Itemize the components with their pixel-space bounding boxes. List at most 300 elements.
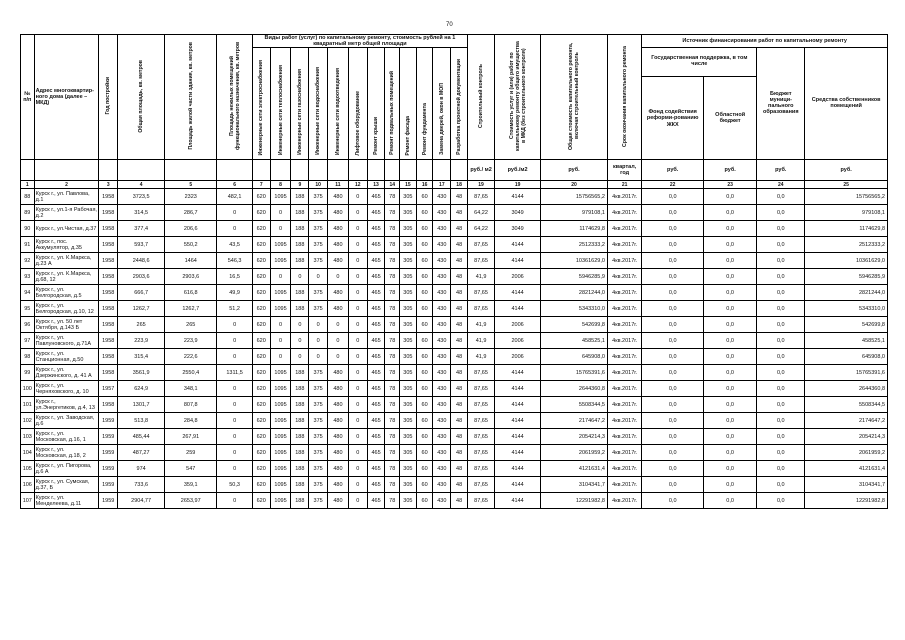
table-cell: 50,3 <box>217 477 253 493</box>
unit-cell <box>309 160 328 181</box>
table-cell: 430 <box>433 253 451 269</box>
table-cell: 546,3 <box>217 253 253 269</box>
table-row <box>21 381 888 397</box>
table-cell: 375 <box>309 461 328 477</box>
table-row <box>21 285 888 301</box>
table-cell: 624,9 <box>118 381 165 397</box>
table-cell: 1174629,8 <box>805 221 888 237</box>
table-cell: 4144 <box>495 413 541 429</box>
header-work-roof: Ремонт крыши <box>367 48 385 160</box>
table-cell: 78 <box>385 397 400 413</box>
table-cell: 430 <box>433 365 451 381</box>
table-row <box>21 253 888 269</box>
table-cell: 0,0 <box>757 285 805 301</box>
table-cell: 2323 <box>165 189 217 205</box>
table-cell: 465 <box>367 253 385 269</box>
table-cell: 10361629,0 <box>541 253 608 269</box>
table-cell: 4кв.2017г. <box>607 397 641 413</box>
table-cell: 90 <box>21 221 35 237</box>
table-cell: 0 <box>217 413 253 429</box>
table-cell: 1095 <box>270 381 291 397</box>
table-cell: 78 <box>385 365 400 381</box>
table-cell: 465 <box>367 477 385 493</box>
table-cell: 0,0 <box>757 493 805 509</box>
table-cell: 3723,5 <box>118 189 165 205</box>
table-cell: 1958 <box>99 349 118 365</box>
address-cell: Курск г., ул. Пигорова, д.6 А <box>34 461 99 477</box>
table-cell: 480 <box>328 221 349 237</box>
table-cell: 41,9 <box>467 269 494 285</box>
table-cell: 0,0 <box>642 365 704 381</box>
table-cell: 458525,1 <box>805 333 888 349</box>
table-cell: 305 <box>400 429 417 445</box>
table-cell: 4кв.2017г. <box>607 189 641 205</box>
header-address: Адрес многоквартир-ного дома (далее – МКД) <box>34 35 99 160</box>
table-cell: 5946285,9 <box>541 269 608 285</box>
table-cell: 465 <box>367 381 385 397</box>
header-regional: Областной бюджет <box>704 77 757 160</box>
table-cell: 465 <box>367 237 385 253</box>
table-cell: 430 <box>433 221 451 237</box>
table-cell: 87,65 <box>467 253 494 269</box>
unit-cell <box>348 160 367 181</box>
header-work-doors: Замена дверей, окон в МОП <box>433 48 451 160</box>
table-cell: 60 <box>416 301 433 317</box>
table-cell: 188 <box>291 493 309 509</box>
table-cell: 375 <box>309 429 328 445</box>
table-cell: 4кв.2017г. <box>607 317 641 333</box>
table-cell: 87,65 <box>467 445 494 461</box>
table-cell: 0 <box>217 317 253 333</box>
table-cell: 48 <box>451 445 468 461</box>
table-cell: 0 <box>217 221 253 237</box>
table-cell: 48 <box>451 477 468 493</box>
table-cell: 430 <box>433 237 451 253</box>
table-cell: 305 <box>400 237 417 253</box>
table-cell: 2054214,3 <box>805 429 888 445</box>
table-row <box>21 333 888 349</box>
table-cell: 60 <box>416 285 433 301</box>
table-cell: 0,0 <box>757 221 805 237</box>
table-cell: 0 <box>348 477 367 493</box>
table-cell: 465 <box>367 397 385 413</box>
table-cell: 0,0 <box>642 397 704 413</box>
table-cell: 305 <box>400 333 417 349</box>
table-cell: 305 <box>400 461 417 477</box>
table-cell: 0 <box>348 269 367 285</box>
table-cell: 0 <box>348 205 367 221</box>
table-cell: 305 <box>400 205 417 221</box>
table-cell: 430 <box>433 413 451 429</box>
table-cell: 60 <box>416 365 433 381</box>
table-cell: 78 <box>385 413 400 429</box>
table-cell: 480 <box>328 429 349 445</box>
table-cell: 430 <box>433 317 451 333</box>
table-cell: 78 <box>385 221 400 237</box>
table-cell: 0,0 <box>642 381 704 397</box>
table-cell: 305 <box>400 413 417 429</box>
table-cell: 465 <box>367 333 385 349</box>
address-cell: Курск г., ул. К.Маркса, д.68, 12 <box>34 269 99 285</box>
table-cell: 2904,77 <box>118 493 165 509</box>
table-cell: 1262,7 <box>118 301 165 317</box>
table-cell: 2653,97 <box>165 493 217 509</box>
table-cell: 188 <box>291 237 309 253</box>
table-cell: 359,1 <box>165 477 217 493</box>
table-cell: 620 <box>252 477 270 493</box>
table-cell: 87,65 <box>467 189 494 205</box>
table-cell: 1262,7 <box>165 301 217 317</box>
table-cell: 0,0 <box>642 269 704 285</box>
table-cell: 4кв.2017г. <box>607 477 641 493</box>
table-cell: 1958 <box>99 269 118 285</box>
address-cell: Курск г., ул. Заводская, д.6 <box>34 413 99 429</box>
table-cell: 0,0 <box>642 445 704 461</box>
table-cell: 60 <box>416 429 433 445</box>
address-cell: Курск г., ул. Дзержинского, д. 41 А <box>34 365 99 381</box>
table-cell: 87,65 <box>467 493 494 509</box>
table-cell: 48 <box>451 381 468 397</box>
table-cell: 465 <box>367 445 385 461</box>
table-cell: 375 <box>309 381 328 397</box>
table-cell: 95 <box>21 301 35 317</box>
table-cell: 4кв.2017г. <box>607 349 641 365</box>
table-cell: 5343310,0 <box>805 301 888 317</box>
table-cell: 4кв.2017г. <box>607 237 641 253</box>
table-cell: 0 <box>348 253 367 269</box>
table-cell: 348,1 <box>165 381 217 397</box>
unit-cell <box>451 160 468 181</box>
table-cell: 60 <box>416 205 433 221</box>
table-cell: 480 <box>328 445 349 461</box>
table-cell: 4144 <box>495 493 541 509</box>
table-cell: 48 <box>451 461 468 477</box>
table-cell: 430 <box>433 333 451 349</box>
table-cell: 1957 <box>99 381 118 397</box>
table-cell: 0 <box>348 397 367 413</box>
table-cell: 0,0 <box>642 429 704 445</box>
table-row <box>21 269 888 285</box>
table-cell: 48 <box>451 317 468 333</box>
header-state-support: Государственная поддержка, в том числе <box>642 48 757 77</box>
table-cell: 188 <box>291 365 309 381</box>
capital-repair-table <box>20 34 888 509</box>
table-cell: 4кв.2017г. <box>607 301 641 317</box>
table-cell: 0,0 <box>642 477 704 493</box>
column-number-cell: 17 <box>433 181 451 189</box>
table-cell: 0 <box>348 365 367 381</box>
table-cell: 1095 <box>270 285 291 301</box>
table-cell: 0 <box>270 333 291 349</box>
column-number-cell: 23 <box>704 181 757 189</box>
table-cell: 60 <box>416 253 433 269</box>
table-cell: 0 <box>309 333 328 349</box>
table-cell: 1959 <box>99 413 118 429</box>
table-cell: 3049 <box>495 221 541 237</box>
table-cell: 430 <box>433 461 451 477</box>
table-cell: 78 <box>385 445 400 461</box>
table-cell: 48 <box>451 301 468 317</box>
table-cell: 0,0 <box>704 221 757 237</box>
table-cell: 430 <box>433 445 451 461</box>
table-cell: 465 <box>367 429 385 445</box>
table-cell: 48 <box>451 285 468 301</box>
table-cell: 87,65 <box>467 285 494 301</box>
table-cell: 480 <box>328 477 349 493</box>
table-cell: 87,65 <box>467 381 494 397</box>
table-cell: 12291982,8 <box>805 493 888 509</box>
header-owners: Средства собственников помещений <box>805 48 888 160</box>
address-cell: Курск г., ул.1-я Рабочая, д.2 <box>35 206 97 219</box>
table-cell: 87,65 <box>467 301 494 317</box>
table-cell: 4кв.2017г. <box>607 365 641 381</box>
table-cell: 480 <box>328 285 349 301</box>
table-cell: 0 <box>217 445 253 461</box>
table-cell: 4144 <box>495 301 541 317</box>
table-cell: 0 <box>270 317 291 333</box>
table-cell: 0 <box>291 349 309 365</box>
table-cell: 3561,9 <box>118 365 165 381</box>
table-cell: 64,22 <box>467 221 494 237</box>
table-cell: 0,0 <box>757 381 805 397</box>
table-cell: 0,0 <box>642 253 704 269</box>
header-municipal: Бюджет муници-пального образования <box>757 48 805 160</box>
table-cell: 48 <box>451 237 468 253</box>
table-row <box>21 413 888 429</box>
table-cell: 60 <box>416 445 433 461</box>
table-cell: 4121631,4 <box>805 461 888 477</box>
table-cell: 2644360,8 <box>541 381 608 397</box>
table-cell: 15765391,6 <box>805 365 888 381</box>
column-number-cell: 24 <box>757 181 805 189</box>
table-cell: 0 <box>348 429 367 445</box>
address-cell: Курск г., ул. Белгородская, д.5 <box>34 285 99 301</box>
column-number-cell: 7 <box>252 181 270 189</box>
table-cell: 3104341,7 <box>805 477 888 493</box>
table-cell: 60 <box>416 269 433 285</box>
table-cell: 1959 <box>99 477 118 493</box>
table-cell: 1095 <box>270 461 291 477</box>
table-cell: 78 <box>385 301 400 317</box>
table-cell: 15756565,2 <box>541 189 608 205</box>
table-cell: 979108,1 <box>805 205 888 221</box>
table-cell: 267,91 <box>165 429 217 445</box>
column-number-cell: 2 <box>34 181 99 189</box>
header-work-lift: Лифтовое оборудование <box>348 48 367 160</box>
table-cell: 0,0 <box>704 333 757 349</box>
address-cell: Курск г., пос. Аккумулятор, д.35 <box>34 237 99 253</box>
table-cell: 5946285,9 <box>805 269 888 285</box>
unit-cell: руб. <box>541 160 608 181</box>
table-cell: 4144 <box>495 461 541 477</box>
table-cell: 78 <box>385 349 400 365</box>
table-cell: 51,2 <box>217 301 253 317</box>
table-cell: 1464 <box>165 253 217 269</box>
address-cell: Курск г., ул.Энергетиков, д.4, 13 <box>34 397 99 413</box>
table-cell: 0 <box>270 349 291 365</box>
table-cell: 48 <box>451 493 468 509</box>
table-cell: 480 <box>328 365 349 381</box>
table-cell: 305 <box>400 189 417 205</box>
table-cell: 620 <box>252 333 270 349</box>
table-cell: 430 <box>433 477 451 493</box>
table-cell: 87,65 <box>467 397 494 413</box>
unit-cell: руб./м2 <box>495 160 541 181</box>
table-cell: 0 <box>217 493 253 509</box>
table-cell: 375 <box>309 253 328 269</box>
table-cell: 305 <box>400 365 417 381</box>
table-cell: 430 <box>433 189 451 205</box>
unit-cell <box>291 160 309 181</box>
table-cell: 3104341,7 <box>541 477 608 493</box>
table-cell: 0,0 <box>704 429 757 445</box>
unit-cell <box>416 160 433 181</box>
table-cell: 375 <box>309 397 328 413</box>
table-cell: 97 <box>21 333 35 349</box>
table-cell: 0,0 <box>757 189 805 205</box>
column-number-cell: 20 <box>541 181 608 189</box>
table-cell: 94 <box>21 285 35 301</box>
table-cell: 2174647,2 <box>805 413 888 429</box>
table-cell: 430 <box>433 493 451 509</box>
table-cell: 465 <box>367 365 385 381</box>
table-cell: 4144 <box>495 285 541 301</box>
unit-cell: руб./ м2 <box>467 160 494 181</box>
table-cell: 1095 <box>270 429 291 445</box>
table-cell: 0 <box>348 349 367 365</box>
table-cell: 0 <box>291 269 309 285</box>
column-number-cell: 14 <box>385 181 400 189</box>
table-cell: 0,0 <box>757 413 805 429</box>
table-cell: 88 <box>21 189 35 205</box>
table-cell: 375 <box>309 445 328 461</box>
table-cell: 513,8 <box>118 413 165 429</box>
table-cell: 89 <box>21 205 35 221</box>
table-cell: 2061959,2 <box>805 445 888 461</box>
table-cell: 48 <box>451 429 468 445</box>
header-works-group: Виды работ (услуг) по капитальному ремонту, стоимость рублей на 1 квадратный метр общей площади <box>252 35 467 48</box>
table-cell: 0 <box>291 333 309 349</box>
address-cell: Курск г., ул. Московская, д.16, 1 <box>34 429 99 445</box>
table-cell: 4144 <box>495 397 541 413</box>
table-cell: 48 <box>451 333 468 349</box>
table-cell: 4121631,4 <box>541 461 608 477</box>
table-cell: 0,0 <box>757 269 805 285</box>
table-cell: 542699,8 <box>805 317 888 333</box>
table-cell: 480 <box>328 253 349 269</box>
table-cell: 0,0 <box>704 189 757 205</box>
table-cell: 0,0 <box>704 381 757 397</box>
address-cell: Курск г., ул. Станционная, д.50 <box>34 349 99 365</box>
header-funding-group: Источник финансирования работ по капитальному ремонту <box>642 35 888 48</box>
unit-cell <box>118 160 165 181</box>
table-row <box>21 429 888 445</box>
table-cell: 4144 <box>495 381 541 397</box>
table-cell: 5508344,5 <box>805 397 888 413</box>
header-year: Год постройки <box>99 35 118 160</box>
table-cell: 87,65 <box>467 429 494 445</box>
header-total-area: Общая площадь, кв. метров <box>118 35 165 160</box>
table-cell: 0 <box>348 493 367 509</box>
table-cell: 4кв.2017г. <box>607 445 641 461</box>
table-cell: 0 <box>348 333 367 349</box>
table-cell: 0,0 <box>757 461 805 477</box>
table-cell: 41,9 <box>467 333 494 349</box>
table-cell: 78 <box>385 253 400 269</box>
table-cell: 480 <box>328 189 349 205</box>
table-cell: 305 <box>400 301 417 317</box>
table-cell: 2006 <box>495 333 541 349</box>
table-cell: 0,0 <box>642 349 704 365</box>
unit-cell <box>433 160 451 181</box>
table-cell: 1958 <box>99 237 118 253</box>
table-cell: 0,0 <box>757 349 805 365</box>
table-cell: 465 <box>367 413 385 429</box>
table-row <box>21 365 888 381</box>
table-cell: 1958 <box>99 221 118 237</box>
column-number-cell: 11 <box>328 181 349 189</box>
table-cell: 103 <box>21 429 35 445</box>
table-row <box>21 461 888 477</box>
column-numbers-row <box>21 181 888 189</box>
table-cell: 4144 <box>495 365 541 381</box>
table-cell: 4кв.2017г. <box>607 205 641 221</box>
table-cell: 223,9 <box>165 333 217 349</box>
table-cell: 87,65 <box>467 413 494 429</box>
column-number-cell: 15 <box>400 181 417 189</box>
table-cell: 4кв.2017г. <box>607 253 641 269</box>
table-cell: 107 <box>21 493 35 509</box>
table-cell: 4144 <box>495 189 541 205</box>
unit-cell <box>270 160 291 181</box>
table-cell: 305 <box>400 493 417 509</box>
table-cell: 0 <box>348 237 367 253</box>
table-cell: 0,0 <box>704 317 757 333</box>
table-cell: 188 <box>291 285 309 301</box>
table-cell: 430 <box>433 269 451 285</box>
table-cell: 0,0 <box>704 349 757 365</box>
table-cell: 48 <box>451 205 468 221</box>
table-cell: 0,0 <box>642 205 704 221</box>
table-cell: 48 <box>451 349 468 365</box>
table-cell: 4кв.2017г. <box>607 429 641 445</box>
column-number-cell: 5 <box>165 181 217 189</box>
header-no: № п/п <box>21 35 35 160</box>
table-cell: 375 <box>309 493 328 509</box>
table-cell: 12291982,8 <box>541 493 608 509</box>
table-cell: 480 <box>328 413 349 429</box>
address-cell: Курск г., ул. Павлова, д.1 <box>34 189 99 205</box>
table-cell: 620 <box>252 365 270 381</box>
table-cell: 4кв.2017г. <box>607 269 641 285</box>
table-cell: 375 <box>309 365 328 381</box>
table-cell: 1095 <box>270 445 291 461</box>
table-cell: 305 <box>400 397 417 413</box>
table-cell: 0,0 <box>757 333 805 349</box>
table-cell: 0,0 <box>704 445 757 461</box>
table-cell: 375 <box>309 301 328 317</box>
table-cell: 87,65 <box>467 237 494 253</box>
header-work-facade: Ремонт фасада <box>400 48 417 160</box>
table-cell: 0,0 <box>704 365 757 381</box>
table-cell: 0 <box>217 381 253 397</box>
table-cell: 49,9 <box>217 285 253 301</box>
table-cell: 286,7 <box>165 205 217 221</box>
header-deadline: Срок окончания капитального ремонта <box>607 35 641 160</box>
table-cell: 15765391,6 <box>541 365 608 381</box>
table-cell: 0 <box>348 461 367 477</box>
table-cell: 465 <box>367 221 385 237</box>
